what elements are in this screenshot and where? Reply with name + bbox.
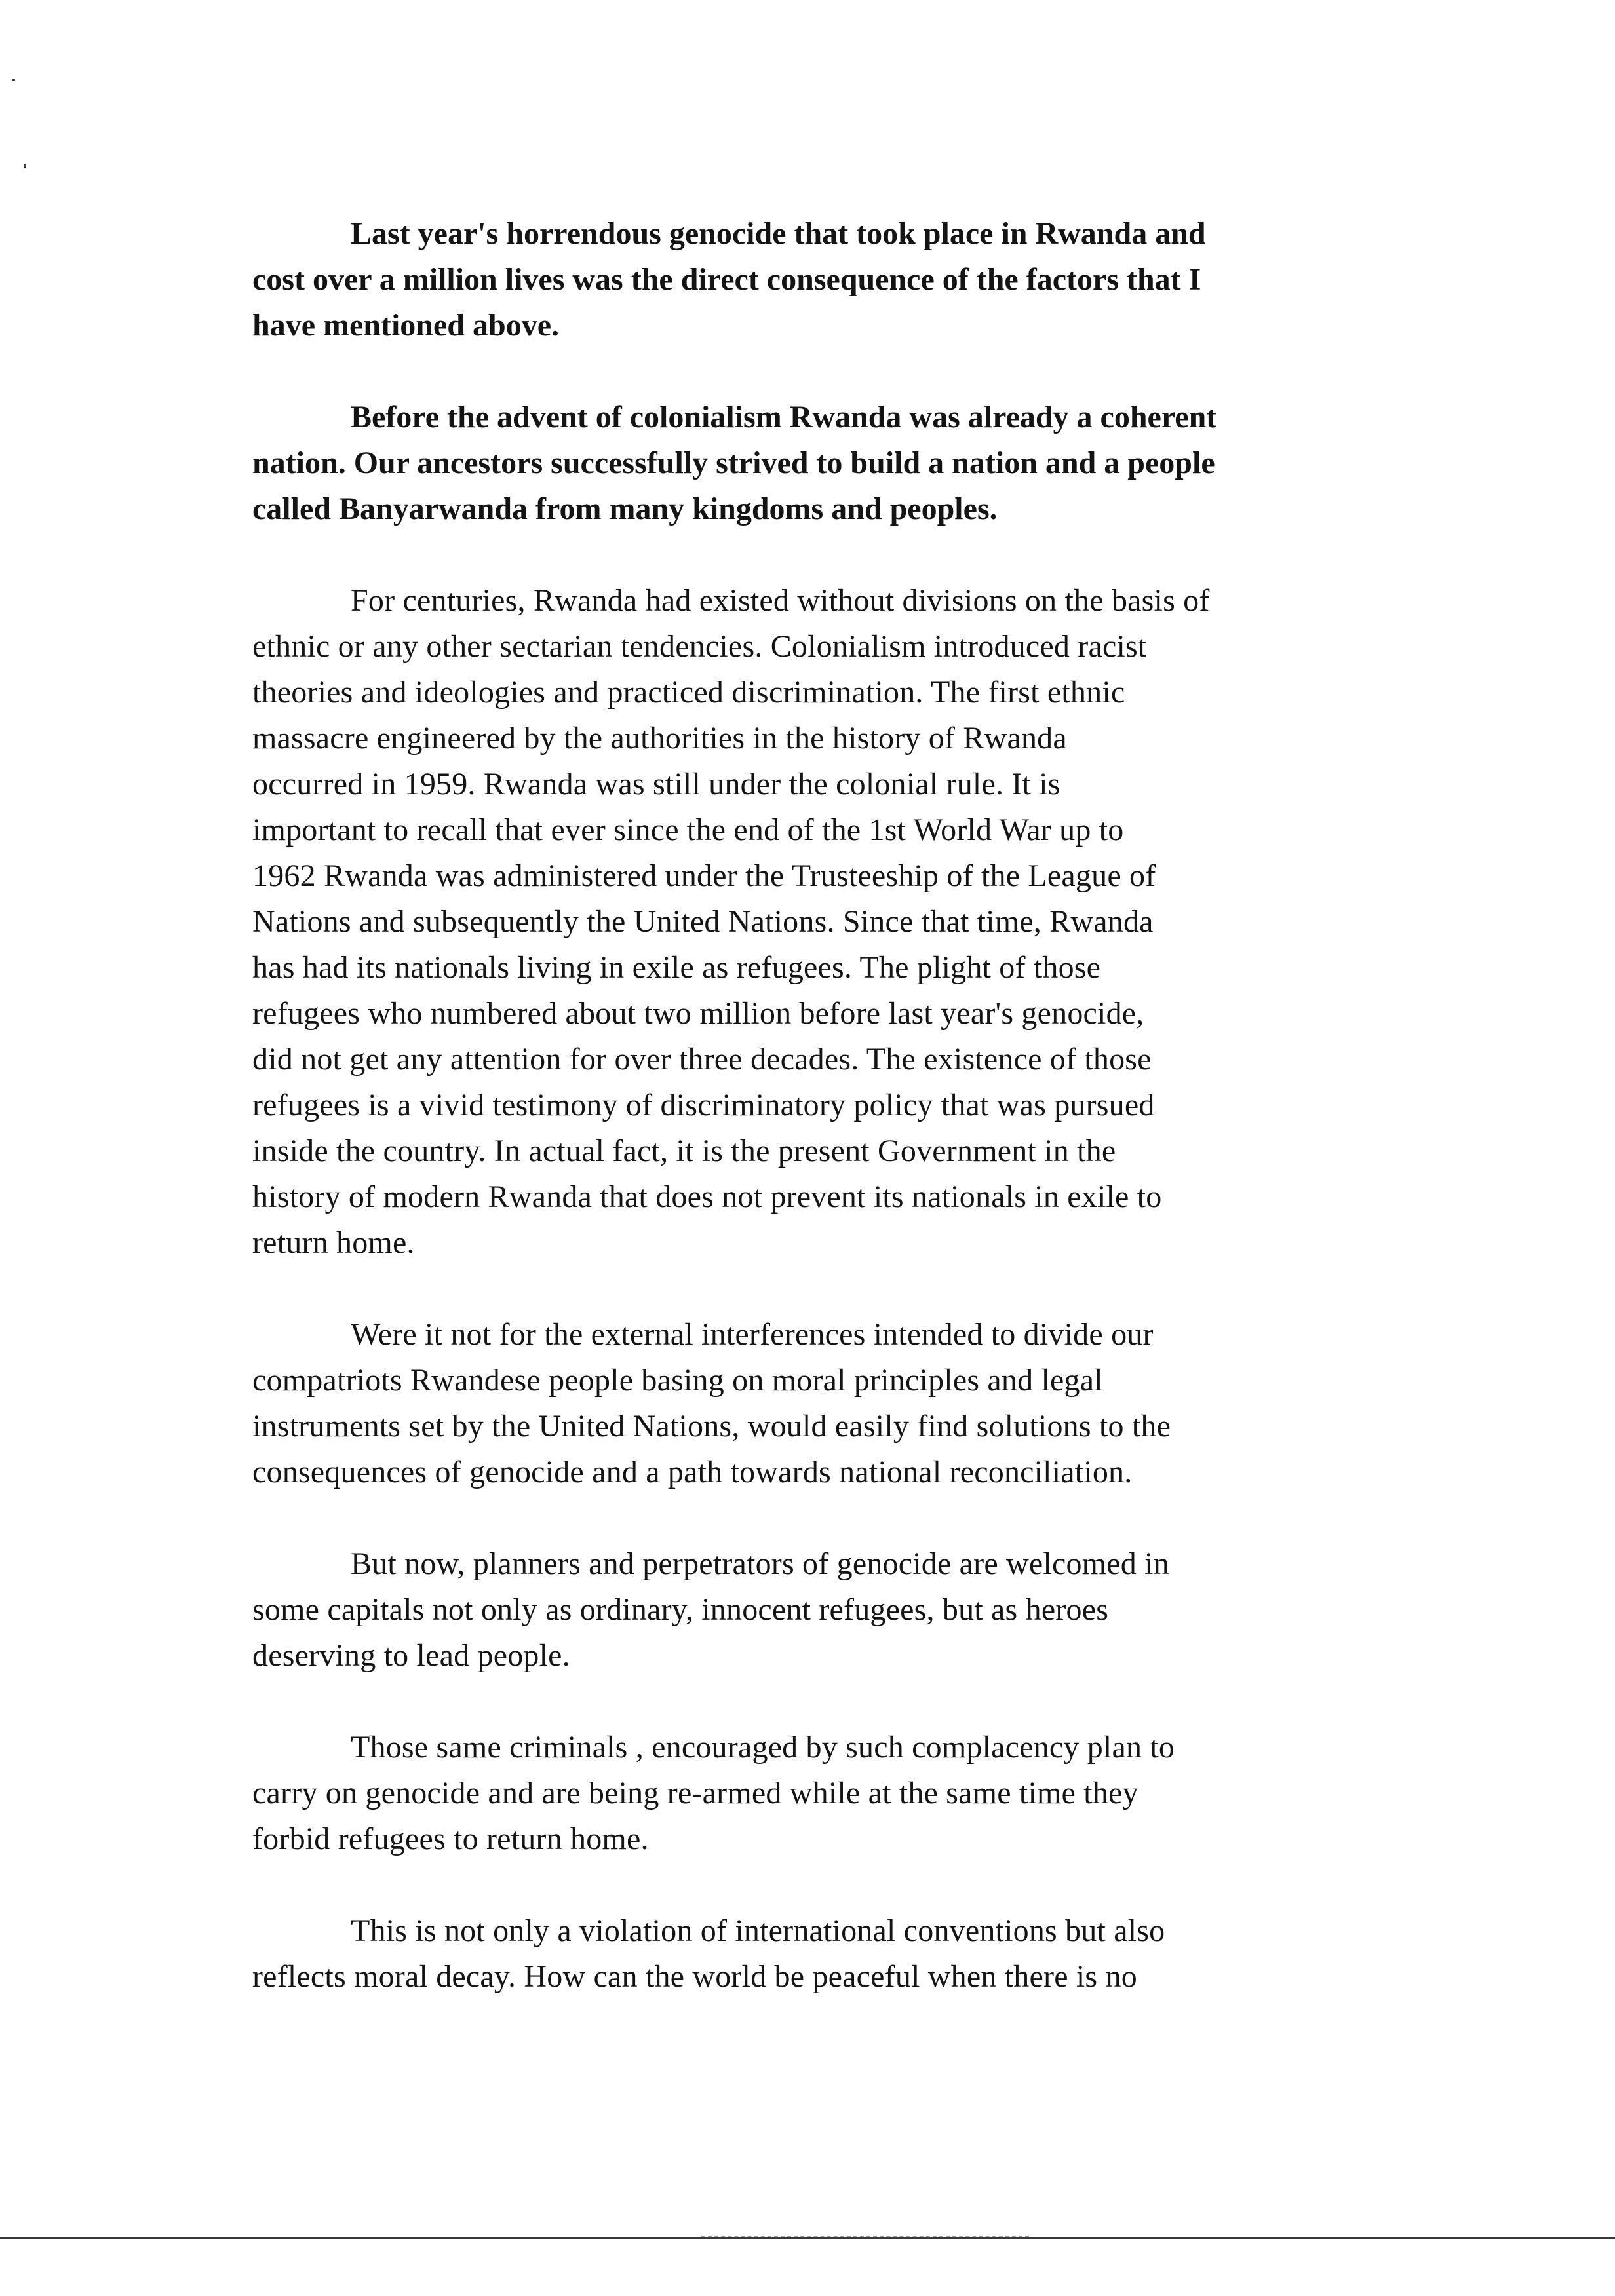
scan-speck [24,164,26,168]
paragraph-1: Last year's horrendous genocide that took place in Rwanda and cost over a million lives was the direct consequence of the factors that I have mentioned above. [252,216,1206,343]
paragraph-5: But now, planners and perpetrators of genocide are welcomed in some capitals not only as ordinary, innocent refugees, but as heroes deserving to lead people. [252,1546,1169,1673]
scan-speck [12,79,15,81]
paragraph-4: Were it not for the external interferences intended to divide our compatriots Rwandese people basing on moral principles and legal instruments set by the United Nations, would easily find solutions to the consequences of genocide and a path towards national reconciliation. [252,1317,1171,1489]
paragraph-6: Those same criminals , encouraged by such complacency plan to carry on genocide and are being re-armed while at the same time they forbid refugees to return home. [252,1730,1175,1856]
paragraph-7: This is not only a violation of international conventions but also reflects moral decay. How can the world be peaceful when there is no [252,1913,1165,1994]
paragraph-2: Before the advent of colonialism Rwanda was already a coherent nation. Our ancestors successfully strived to build a nation and a people called Banyarwanda from many kingdoms and peoples. [252,400,1217,526]
document-body [252,211,1439,2046]
paragraph-3: For centuries, Rwanda had existed without divisions on the basis of ethnic or any other sectarian tendencies. Colonialism introduced racist theories and ideologies and practiced discrimination. The first ethnic massacre engineered by the authorities in the history of Rwanda occurred in 1959. Rwanda was still under the colonial rule. It is important to recall that ever since the end of the 1st World War up to 1962 Rwanda was administered under the Trusteeship of the League of Nations and subsequently the United Nations. Since that time, Rwanda has had its nationals living in exile as refugees. The plight of those refugees who numbered about two million before last year's genocide, did not get any attention for over three decades. The existence of those refugees is a vivid testimony of discriminatory policy that was pursued inside the country. In actual fact, it is the present Government in the history of modern Rwanda that does not prevent its nationals in exile to return home. [252,583,1210,1260]
page-bottom-rule [0,2237,1615,2239]
page-bottom-rule-faint [701,2236,1029,2237]
